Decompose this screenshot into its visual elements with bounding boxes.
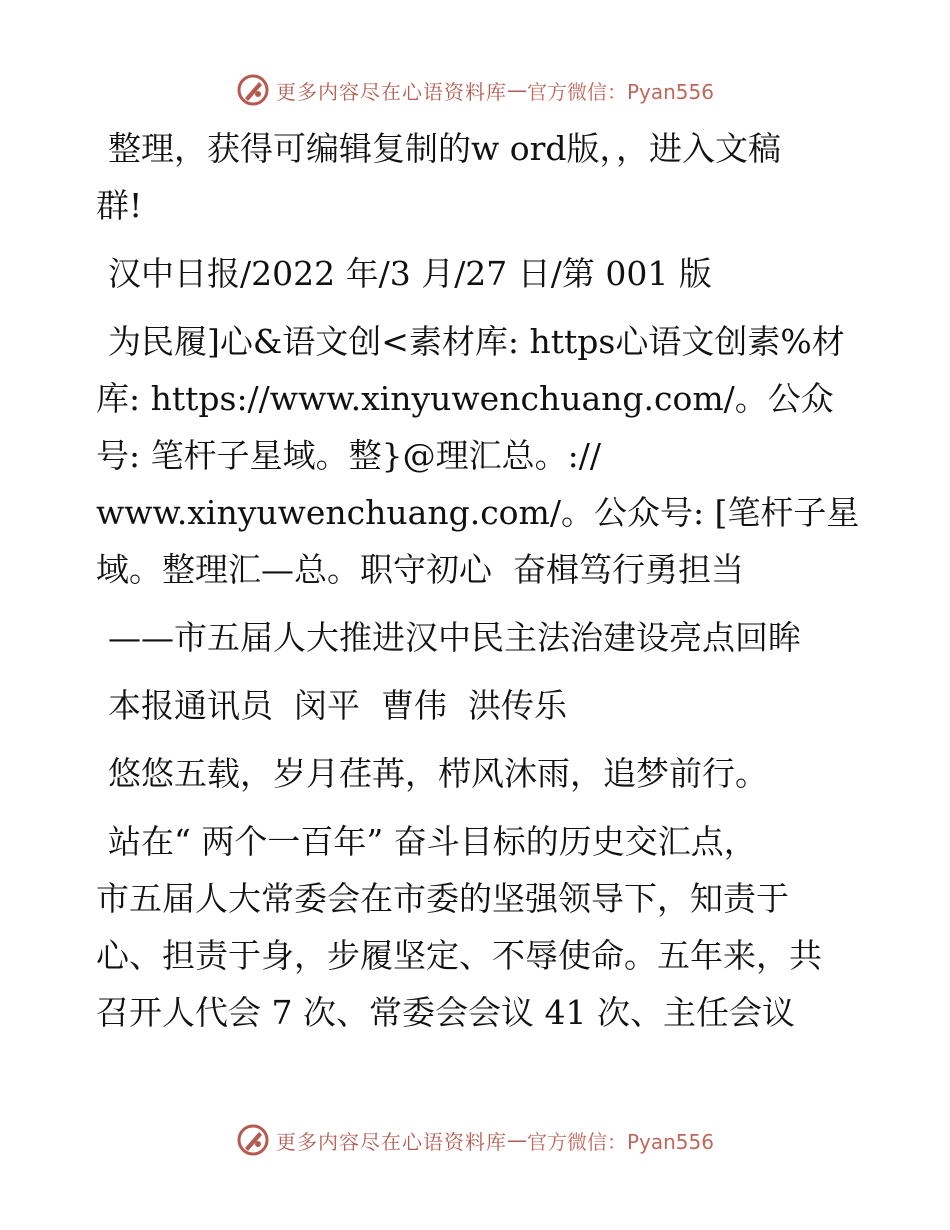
source-line: 汉中日报/2022 年/3 月/27 日/第 001 版	[108, 254, 712, 293]
paragraph-opening	[96, 745, 856, 802]
paragraph-ad	[96, 313, 860, 598]
text-line: 召开人代会 7 次、常委会会议 41 次、主任会议	[96, 993, 795, 1032]
paragraph-byline	[96, 677, 856, 734]
text-line: 库: https://www.xinyuwenchuang.com/。公众	[96, 379, 834, 418]
subtitle-line: ——市五届人大推进汉中民主法治建设亮点回眸	[108, 618, 801, 657]
watermark-contact: 官方微信：Pyan556	[526, 79, 714, 104]
pen-logo-icon	[236, 73, 270, 107]
text-line: 域。整理汇—总。职守初心 奋楫笃行勇担当	[96, 550, 744, 589]
paragraph-intro	[96, 120, 856, 234]
text-line: 群!	[96, 186, 143, 225]
paragraph-body	[96, 813, 856, 1041]
watermark-banner-bottom	[0, 1120, 950, 1160]
text-line: 号: 笔杆子星域。整}@理汇总。://	[96, 436, 601, 475]
paragraph-subtitle	[96, 609, 856, 666]
text-line: 整理，获得可编辑复制的w ord版，，进入文稿	[108, 129, 782, 168]
text-line: 为民履]心&语文创<素材库: https心语文创素%材	[108, 322, 845, 361]
document-body	[96, 120, 860, 1041]
watermark-dash: —	[506, 78, 527, 102]
text-line: www.xinyuwenchuang.com/。公众号: [笔杆子星	[96, 493, 860, 532]
text-line: 市五届人大常委会在市委的坚强领导下，知责于	[96, 879, 789, 918]
text-line: 站在“ 两个一百年” 奋斗目标的历史交汇点，	[108, 822, 757, 861]
watermark-banner-top	[0, 70, 950, 110]
pen-logo-icon	[236, 1123, 270, 1157]
watermark-contact: 官方微信：Pyan556	[526, 1129, 714, 1154]
watermark-text: 更多内容尽在心语资料库	[275, 1129, 507, 1154]
text-line: 心、担责于身，步履坚定、不辱使命。五年来，共	[96, 936, 822, 975]
watermark-text: 更多内容尽在心语资料库	[275, 79, 507, 104]
watermark-dash: —	[506, 1128, 527, 1152]
byline-line: 本报通讯员 闵平 曹伟 洪传乐	[108, 686, 567, 725]
text-line: 悠悠五载，岁月荏苒，栉风沐雨，追梦前行。	[108, 754, 768, 793]
paragraph-source	[96, 245, 856, 302]
